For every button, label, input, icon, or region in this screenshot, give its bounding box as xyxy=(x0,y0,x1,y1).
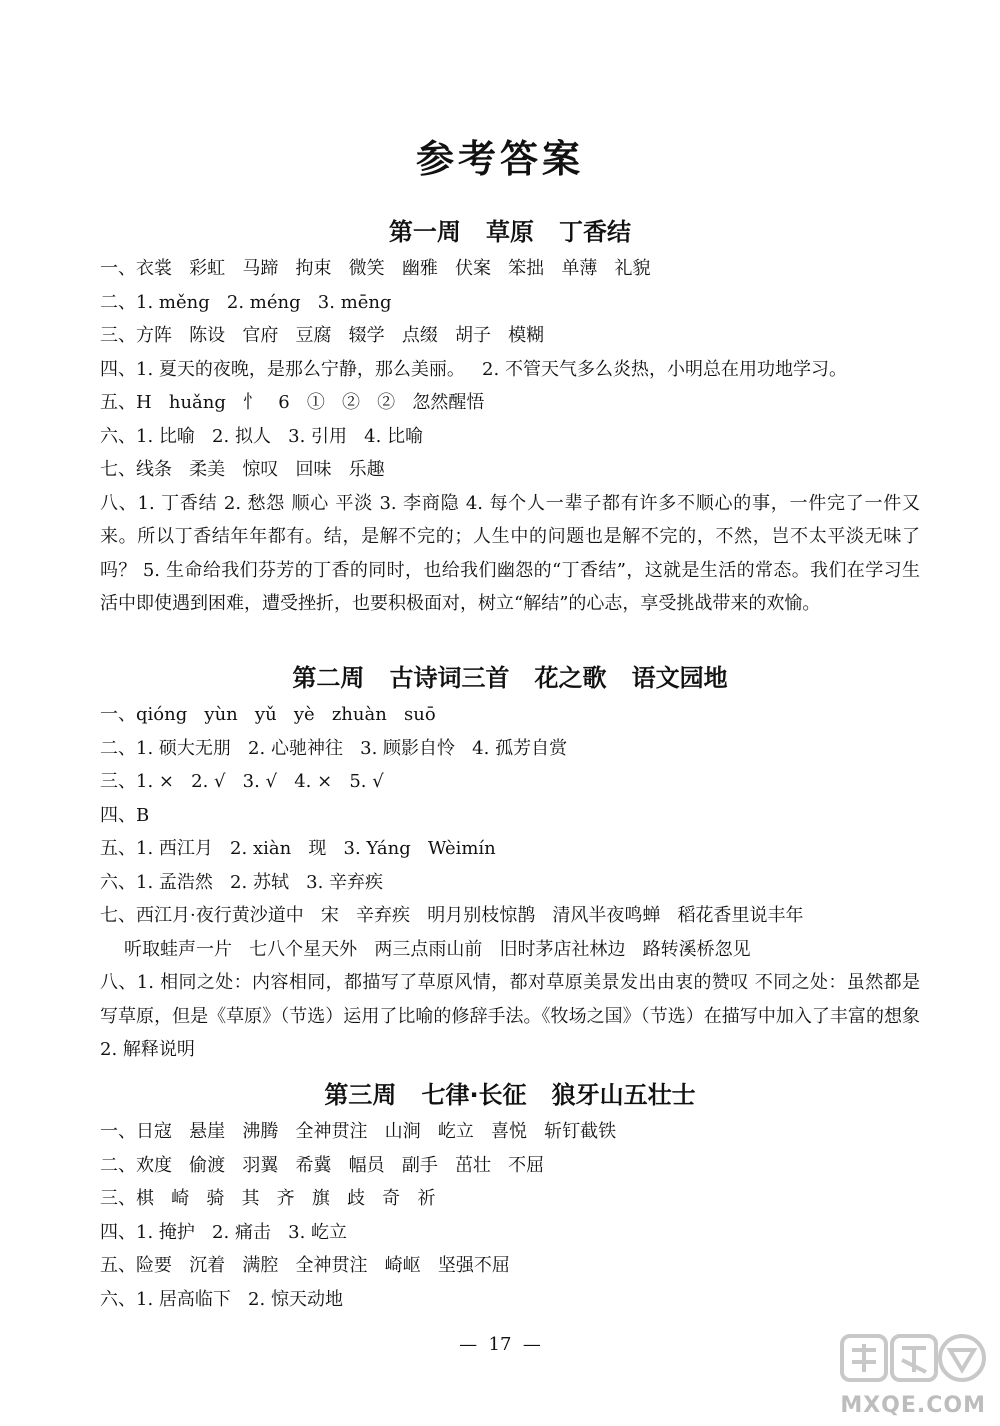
answer-paragraph: 八、1. 相同之处：内容相同，都描写了草原风情，都对草原美景发出由衷的赞叹 不同之处：虽然都是写草原，但是《草原》（节选）运用了比喻的修辞手法。《牧场之国》（节选）在描写中加入了丰富的想象 2. 解释说明 xyxy=(100,972,920,1060)
watermark-logo-icon xyxy=(840,1332,990,1392)
answer-line: 四、B xyxy=(100,804,150,826)
page-number: — 17 — xyxy=(459,1334,541,1355)
answer-line: 听取蛙声一片 七八个星天外 两三点雨山前 旧时茅店社林边 路转溪桥忽见 xyxy=(124,938,751,960)
watermark-text: MXQE.COM xyxy=(840,1393,986,1418)
answer-line: 五、险要 沉着 满腔 全神贯注 崎岖 坚强不屈 xyxy=(100,1255,510,1276)
section-title: 第一周 草原 丁香结 xyxy=(388,218,632,246)
answer-line: 三、方阵 陈设 官府 豆腐 辍学 点缀 胡子 模糊 xyxy=(100,325,545,346)
answer-line: 七、线条 柔美 惊叹 回味 乐趣 xyxy=(100,459,385,480)
section-title: 第二周 古诗词三首 花之歌 语文园地 xyxy=(292,664,728,692)
page-title: 参考答案 xyxy=(415,137,584,181)
section-week-2 xyxy=(100,658,920,1067)
answer-line: 六、1. 比喻 2. 拟人 3. 引用 4. 比喻 xyxy=(100,425,424,447)
answer-line: 一、衣裳 彩虹 马蹄 拘束 微笑 幽雅 伏案 笨拙 单薄 礼貌 xyxy=(100,258,651,279)
answer-line: 六、1. 孟浩然 2. 苏轼 3. 辛弃疾 xyxy=(100,871,384,893)
watermark xyxy=(840,1332,990,1420)
answer-line: 五、H huǎng 忄 6 ① ② ② 忽然醒悟 xyxy=(100,392,485,413)
answer-line: 六、1. 居高临下 2. 惊天动地 xyxy=(100,1288,343,1310)
answer-line: 二、欢度 偷渡 羽翼 希冀 幅员 副手 茁壮 不屈 xyxy=(100,1154,545,1176)
answer-line: 七、西江月·夜行黄沙道中 宋 辛弃疾 明月别枝惊鹊 清风半夜鸣蝉 稻花香里说丰年 xyxy=(100,905,804,926)
answer-line: 一、日寇 悬崖 沸腾 全神贯注 山涧 屹立 喜悦 斩钉截铁 xyxy=(100,1121,617,1142)
answer-paragraph: 八、1. 丁香结 2. 愁怨 顺心 平淡 3. 李商隐 4. 每个人一辈子都有许多不顺心的事，一件完了一件又来。所以丁香结年年都有。结，是解不完的；人生中的问题也是解不完的，不然，岂不太平淡无味了吗？ 5. 生命给我们芬芳的丁香的同时，也给我们幽怨的“丁香结”，这就是生活的常态。我们在学习生活中即使遇到困难，遭受挫折，也要积极面对，树立“解结”的心志，享受挑战带来的欢愉。 xyxy=(100,492,920,614)
section-week-3 xyxy=(100,1075,920,1316)
answer-line: 五、1. 西江月 2. xiàn 现 3. Yáng Wèimín xyxy=(100,838,496,859)
answer-line: 三、1. × 2. √ 3. √ 4. × 5. √ xyxy=(100,771,384,792)
answer-line: 二、1. 硕大无朋 2. 心驰神往 3. 顾影自怜 4. 孤芳自赏 xyxy=(100,737,568,759)
section-title: 第三周 七律·长征 狼牙山五壮士 xyxy=(324,1081,696,1109)
section-week-1 xyxy=(100,212,920,621)
answer-line: 一、qióng yùn yǔ yè zhuàn suō xyxy=(100,704,436,725)
answer-line: 四、1. 掩护 2. 痛击 3. 屹立 xyxy=(100,1221,348,1243)
answer-line: 三、棋 崎 骑 其 齐 旗 歧 奇 祈 xyxy=(100,1188,436,1209)
answer-line: 四、1. 夏天的夜晚，是那么宁静，那么美丽。 2. 不管天气多么炎热，小明总在用功地学习。 xyxy=(100,358,847,380)
answer-line: 二、1. měng 2. méng 3. mēng xyxy=(100,291,392,313)
